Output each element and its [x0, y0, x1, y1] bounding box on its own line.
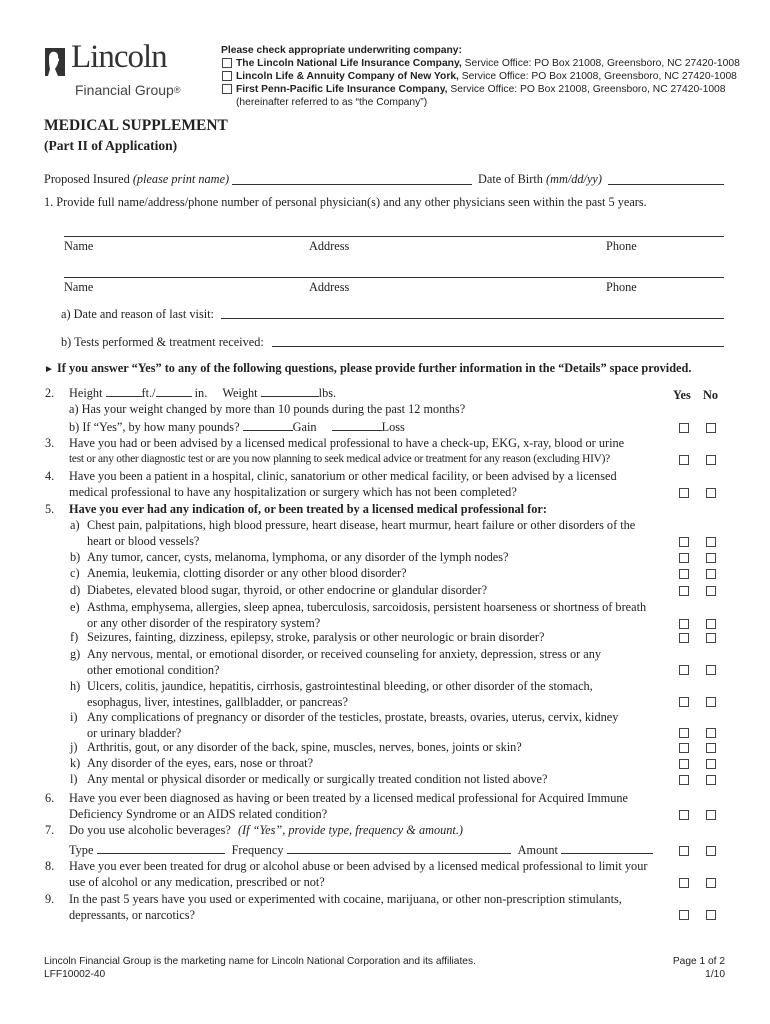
q6-no-checkbox[interactable]	[706, 810, 716, 820]
q4-no-checkbox[interactable]	[706, 488, 716, 498]
alcohol-details-row: Type Frequency Amount	[69, 843, 653, 858]
lincoln-silhouette-icon	[43, 46, 67, 78]
q5f-yes-checkbox[interactable]	[679, 633, 689, 643]
last-visit-field[interactable]	[221, 318, 724, 319]
q5k-yes-checkbox[interactable]	[679, 759, 689, 769]
height-inches-field[interactable]	[156, 386, 192, 397]
physician-2-phone-label: Phone	[606, 280, 637, 294]
q5a-no-checkbox[interactable]	[706, 537, 716, 547]
dob-field[interactable]	[608, 184, 724, 185]
physician-2-address-label: Address	[309, 280, 350, 294]
q5e-no-checkbox[interactable]	[706, 619, 716, 629]
question-2: 2. Height ft./ in. Weight lbs. a) Has your weight changed by more than 10 pounds during the past 12 months?	[45, 386, 466, 416]
q5j-yes-checkbox[interactable]	[679, 743, 689, 753]
company-option-lincoln-ny[interactable]: Lincoln Life & Annuity Company of New York, Service Office: PO Box 21008, Greensboro, NC 27420-1008	[219, 70, 759, 83]
q5i-no-checkbox[interactable]	[706, 728, 716, 738]
logo-sub-text: Financial Group	[75, 82, 174, 98]
question-7: 7. Do you use alcoholic beverages? (If “Yes”, provide type, frequency & amount.)	[45, 823, 464, 837]
company-checkbox[interactable]	[222, 58, 232, 68]
q5a-yes-checkbox[interactable]	[679, 537, 689, 547]
company-note: (hereinafter referred to as “the Company”)	[236, 97, 428, 108]
dob-label-hint: (mm/dd/yy)	[545, 172, 602, 186]
physician-2-name-label: Name	[64, 280, 94, 294]
physician-1-phone-label: Phone	[606, 239, 637, 253]
insured-label: Proposed Insured	[44, 172, 133, 186]
q9-yes-checkbox[interactable]	[679, 910, 689, 920]
q5h-yes-checkbox[interactable]	[679, 697, 689, 707]
company-section	[219, 44, 759, 109]
revision-date: 1/10	[705, 969, 725, 980]
q5j-no-checkbox[interactable]	[706, 743, 716, 753]
insured-label-hint: (please print name)	[132, 172, 230, 186]
form-number: LFF10002-40	[44, 969, 106, 980]
q5e-yes-checkbox[interactable]	[679, 619, 689, 629]
height-feet-field[interactable]	[106, 386, 142, 397]
arrow-icon: ►	[44, 364, 54, 375]
q5l-yes-checkbox[interactable]	[679, 775, 689, 785]
weight-field[interactable]	[261, 386, 319, 397]
instruction-text: If you answer “Yes” to any of the following questions, please provide further information in the “Details” space provided.	[56, 361, 692, 375]
q5c-yes-checkbox[interactable]	[679, 569, 689, 579]
q5h-no-checkbox[interactable]	[706, 697, 716, 707]
question-1-text: 1. Provide full name/address/phone number of personal physician(s) and any other physicians seen within the past 5 years.	[44, 195, 647, 209]
q5i-yes-checkbox[interactable]	[679, 728, 689, 738]
logo-brand-text: Lincoln	[71, 39, 167, 75]
question-6: 6. Have you ever been diagnosed as having or been treated by a licensed medical professional for Acquired Immune Deficiency Syndrome or an AIDS related condition?	[45, 791, 628, 821]
q4-yes-checkbox[interactable]	[679, 488, 689, 498]
yes-column-header: Yes	[673, 388, 691, 402]
company-option-first-penn[interactable]: First Penn-Pacific Life Insurance Company, Service Office: PO Box 21008, Greensboro, NC 27420-1008	[219, 83, 759, 96]
last-visit-label: a) Date and reason of last visit:	[61, 307, 214, 321]
q5g-no-checkbox[interactable]	[706, 665, 716, 675]
page-number: Page 1 of 2	[672, 956, 725, 967]
q5l-no-checkbox[interactable]	[706, 775, 716, 785]
q5g-yes-checkbox[interactable]	[679, 665, 689, 675]
footer-text: Lincoln Financial Group is the marketing name for Lincoln National Corporation and its affiliates.	[44, 956, 476, 967]
physician-1-address-label: Address	[309, 239, 350, 253]
q5k-no-checkbox[interactable]	[706, 759, 716, 769]
question-3: 3. Have you had or been advised by a licensed medical professional to have a check-up, EKG, x-ray, blood or urine test or any other diagnostic test or are you now planning to seek medical advice or treatment for any reason (excluding HIV)?	[45, 436, 625, 465]
physician-1-field[interactable]	[64, 236, 724, 237]
alcohol-amount-field[interactable]	[561, 843, 653, 854]
q9-no-checkbox[interactable]	[706, 910, 716, 920]
tests-field[interactable]	[272, 346, 724, 347]
alcohol-type-field[interactable]	[97, 843, 225, 854]
page-subtitle: (Part II of Application)	[44, 138, 178, 153]
q3-no-checkbox[interactable]	[706, 455, 716, 465]
lincoln-logo	[43, 39, 203, 102]
company-heading: Please check appropriate underwriting company:	[221, 45, 462, 56]
question-9: 9. In the past 5 years have you used or experimented with cocaine, marijuana, or other non-prescription stimulants, depressants, or narcotics?	[45, 892, 622, 922]
q7-yes-checkbox[interactable]	[679, 846, 689, 856]
dob-label: Date of Birth	[478, 172, 546, 186]
physician-2-field[interactable]	[64, 277, 724, 278]
q5b-no-checkbox[interactable]	[706, 553, 716, 563]
q8-yes-checkbox[interactable]	[679, 878, 689, 888]
q7-no-checkbox[interactable]	[706, 846, 716, 856]
q2-no-checkbox[interactable]	[706, 423, 716, 433]
gain-pounds-field[interactable]	[243, 420, 293, 431]
question-4: 4. Have you been a patient in a hospital, clinic, sanatorium or other medical facility, or been advised by a licensed medical professional to have any hospitalization or surgery which has not been completed?	[45, 469, 617, 499]
q3-yes-checkbox[interactable]	[679, 455, 689, 465]
no-column-header: No	[703, 388, 719, 402]
loss-pounds-field[interactable]	[332, 420, 382, 431]
question-8: 8. Have you ever been treated for drug or alcohol abuse or been advised by a licensed medical professional to limit your use of alcohol or any medication, prescribed or not?	[45, 859, 648, 889]
q6-yes-checkbox[interactable]	[679, 810, 689, 820]
question-2b: b) If “Yes”, by how many pounds? Gain Loss	[69, 420, 405, 434]
q5d-no-checkbox[interactable]	[706, 586, 716, 596]
q5c-no-checkbox[interactable]	[706, 569, 716, 579]
company-checkbox[interactable]	[222, 84, 232, 94]
q2-yes-checkbox[interactable]	[679, 423, 689, 433]
q8-no-checkbox[interactable]	[706, 878, 716, 888]
physician-1-name-label: Name	[64, 239, 94, 253]
question-5: 5. Have you ever had any indication of, or been treated by a licensed medical professional for:	[45, 502, 547, 516]
q5f-no-checkbox[interactable]	[706, 633, 716, 643]
q5d-yes-checkbox[interactable]	[679, 586, 689, 596]
company-checkbox[interactable]	[222, 71, 232, 81]
logo-registered-mark: ®	[173, 85, 181, 95]
page-title: MEDICAL SUPPLEMENT	[44, 117, 228, 134]
question-2a-text: a) Has your weight changed by more than 10 pounds during the past 12 months?	[69, 402, 466, 416]
insured-name-field[interactable]	[232, 184, 472, 185]
q5b-yes-checkbox[interactable]	[679, 553, 689, 563]
alcohol-frequency-field[interactable]	[287, 843, 511, 854]
tests-label: b) Tests performed & treatment received:	[61, 335, 264, 349]
company-option-lincoln-national[interactable]: The Lincoln National Life Insurance Company, Service Office: PO Box 21008, Greensboro, NC 27420-1008	[219, 57, 759, 70]
